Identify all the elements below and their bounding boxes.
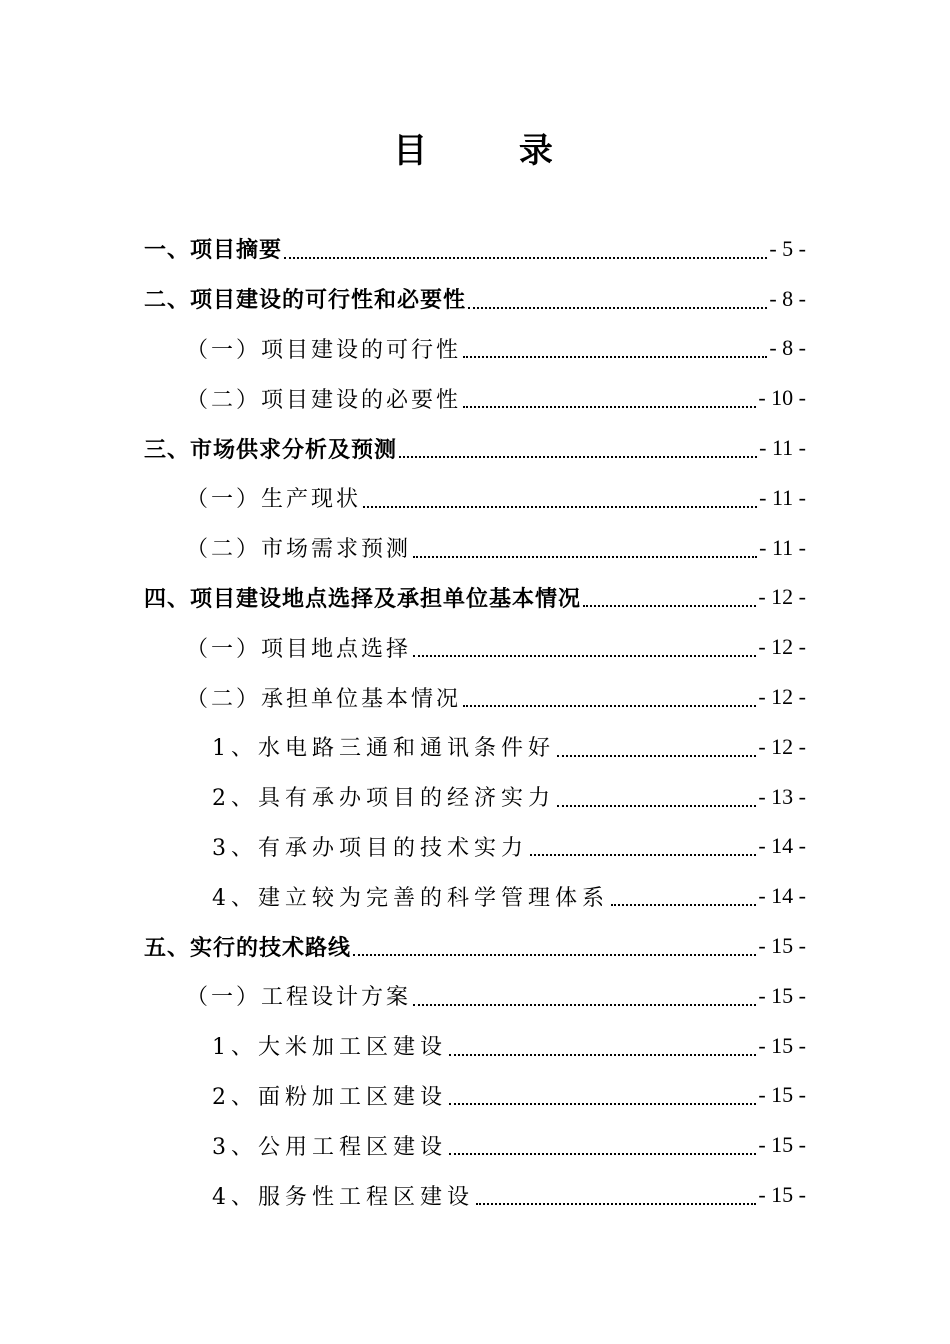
toc-entry-text: 三、市场供求分析及预测 xyxy=(144,437,398,463)
dot-leader xyxy=(463,356,767,358)
dot-leader xyxy=(284,257,767,259)
dot-leader xyxy=(413,556,757,558)
dot-leader xyxy=(449,1153,756,1155)
dot-leader xyxy=(413,655,756,657)
toc-entry[interactable] xyxy=(0,423,950,473)
toc-entry-page: - 11 - xyxy=(759,435,806,461)
dot-leader xyxy=(449,1054,756,1056)
dot-leader xyxy=(468,307,767,309)
dot-leader xyxy=(476,1203,756,1205)
toc-entry[interactable] xyxy=(0,274,950,324)
toc-entry-text: （二）承担单位基本情况 xyxy=(186,686,462,712)
toc-entry[interactable] xyxy=(0,523,950,573)
toc-entry-text: （一）工程设计方案 xyxy=(186,985,412,1011)
toc-entry[interactable] xyxy=(0,722,950,772)
toc-entry-page: - 12 - xyxy=(758,733,806,759)
toc-entry-page: - 14 - xyxy=(758,883,806,909)
toc-entry[interactable] xyxy=(0,224,950,274)
toc-entry[interactable] xyxy=(0,1120,950,1170)
toc-entry-text: 4、建立较为完善的科学管理体系 xyxy=(212,885,609,911)
toc-entry-text: 1、水电路三通和通讯条件好 xyxy=(212,736,555,762)
toc-entry[interactable] xyxy=(0,473,950,523)
toc-entry-text: 2、具有承办项目的经济实力 xyxy=(212,786,555,812)
toc-entry-text: 四、项目建设地点选择及承担单位基本情况 xyxy=(144,586,582,612)
toc-entry-text: 4、服务性工程区建设 xyxy=(212,1184,474,1210)
toc-entry-page: - 11 - xyxy=(759,534,806,560)
dot-leader xyxy=(611,904,756,906)
toc-entry-page: - 12 - xyxy=(758,584,806,610)
toc-entry-page: - 15 - xyxy=(758,933,806,959)
dot-leader xyxy=(353,954,756,956)
toc-title: 目 录 xyxy=(393,131,593,171)
toc-entry-page: - 15 - xyxy=(758,1082,806,1108)
dot-leader xyxy=(583,605,756,607)
toc-entry-page: - 12 - xyxy=(758,684,806,710)
toc-entry[interactable] xyxy=(0,822,950,872)
toc-entry[interactable] xyxy=(0,1071,950,1121)
dot-leader xyxy=(463,406,756,408)
toc-entry[interactable] xyxy=(0,622,950,672)
toc-entry-text: 二、项目建设的可行性和必要性 xyxy=(144,288,467,314)
toc-entry-text: 3、有承办项目的技术实力 xyxy=(212,835,528,861)
toc-entry-page: - 14 - xyxy=(758,833,806,859)
dot-leader xyxy=(399,456,757,458)
toc-entry-text: 一、项目摘要 xyxy=(144,238,283,264)
dot-leader xyxy=(463,705,756,707)
dot-leader xyxy=(413,1004,756,1006)
toc-entry[interactable] xyxy=(0,921,950,971)
toc-entry-text: （二）市场需求预测 xyxy=(186,537,412,563)
toc-entry[interactable] xyxy=(0,1170,950,1220)
toc-entry-text: 1、大米加工区建设 xyxy=(212,1035,447,1061)
dot-leader xyxy=(449,1103,756,1105)
toc-entry-text: 3、公用工程区建设 xyxy=(212,1134,447,1160)
toc-entry[interactable] xyxy=(0,971,950,1021)
table-of-contents xyxy=(0,224,950,1220)
toc-entry[interactable] xyxy=(0,573,950,623)
toc-entry-page: - 15 - xyxy=(758,1132,806,1158)
toc-entry-text: （一）项目建设的可行性 xyxy=(186,337,462,363)
toc-entry-text: （一）项目地点选择 xyxy=(186,636,412,662)
toc-entry[interactable] xyxy=(0,772,950,822)
toc-entry[interactable] xyxy=(0,672,950,722)
toc-entry-page: - 11 - xyxy=(759,484,806,510)
toc-entry-page: - 15 - xyxy=(758,1032,806,1058)
toc-entry-page: - 15 - xyxy=(758,982,806,1008)
toc-entry[interactable] xyxy=(0,871,950,921)
toc-entry[interactable] xyxy=(0,373,950,423)
toc-entry-page: - 15 - xyxy=(758,1182,806,1208)
toc-entry-text: （二）项目建设的必要性 xyxy=(186,387,462,413)
toc-entry-page: - 10 - xyxy=(758,385,806,411)
dot-leader xyxy=(363,506,757,508)
dot-leader xyxy=(557,805,756,807)
toc-entry-page: - 8 - xyxy=(769,335,806,361)
toc-entry[interactable] xyxy=(0,324,950,374)
dot-leader xyxy=(530,854,756,856)
toc-entry-page: - 5 - xyxy=(769,235,806,261)
toc-entry[interactable] xyxy=(0,1021,950,1071)
dot-leader xyxy=(557,755,756,757)
toc-entry-text: 五、实行的技术路线 xyxy=(144,935,352,961)
toc-entry-text: 2、面粉加工区建设 xyxy=(212,1084,447,1110)
toc-entry-text: （一）生产现状 xyxy=(186,487,362,513)
toc-entry-page: - 12 - xyxy=(758,634,806,660)
toc-entry-page: - 8 - xyxy=(769,285,806,311)
toc-entry-page: - 13 - xyxy=(758,783,806,809)
